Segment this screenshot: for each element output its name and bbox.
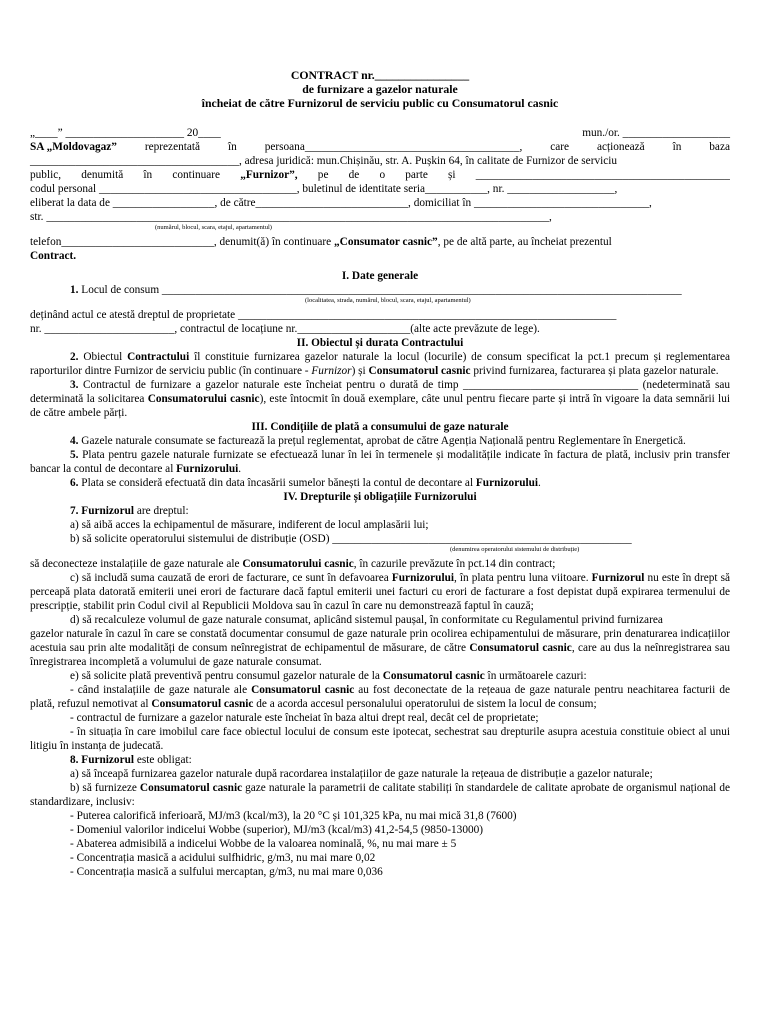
section-heading-4: IV. Drepturile și obligațiile Furnizorului [283,491,477,503]
word: continuare [172,169,221,181]
text: Furnizorul [591,572,645,584]
clause-1 [30,283,730,297]
clause-number: 3. [70,379,79,391]
supplier-address-line: _____________________________________, adresa juridică: mun.Chișinău, str. A. Pușkin 64, în calitate de Furnizor de serviciu [30,155,618,167]
text: Obiectul [78,351,128,363]
section-heading-1: I. Date generale [341,270,419,282]
contract-subtitle-parties: încheiat de către Furnizorul de serviciu public cu Consumatorul casnic [201,96,559,110]
contract-page [30,68,730,879]
right-e [30,669,730,683]
text: Furnizorului [475,477,539,489]
personal-code-line: codul personal ___________________________________, buletinul de identitate seria___________, nr. ___________________, [30,183,618,195]
text: Plata pentru gazele naturale furnizate se efectuează lunar în lei în termenele și modalitățile indicate în factura de plată, inclusiv prin transfer bancar la contul de decontare al [30,449,730,475]
contract-city-field: mun./or. ___________________ [582,127,730,139]
issued-date-line: eliberat la data de __________________, de către___________________________, domiciliat în _______________________________, [30,197,652,209]
text: e) să solicite plată preventivă pentru consumul gazelor naturale de la [70,670,383,682]
supplier-name: SA „Moldovagaz” [30,141,117,153]
clause-2 [30,350,730,378]
contract-word: Contract. [30,250,77,262]
quality-param-2: - Domeniul valorilor indicelui Wobbe (superior), MJ/m3 (kcal/m3) 41,2-54,5 (9850-13000) [70,824,484,836]
clause-5 [30,448,730,476]
furnizor-term: „Furnizor”, [240,169,298,181]
text: Contractul de furnizare a gazelor naturale este încheiat pentru o durată de timp _______________________________ (nedeterminată sau determinată la solicitarea [30,379,730,405]
clause-7 [30,504,730,518]
text: , în plata pentru luna viitoare. [454,572,592,584]
word: public, [30,169,62,181]
word: în [672,141,682,153]
clause-number: 1. [70,284,79,296]
obligation-a: a) să înceapă furnizarea gazelor naturale după racordarea instalațiilor de gaze naturale la rețeaua de distribuție a gazelor naturale; [70,768,653,780]
text: Consumatorului casnic [242,558,354,570]
text: . [538,477,541,489]
rental-contract-line: nr. _______________________, contractul de locațiune nr.____________________(alte acte prevăzute de lege). [30,323,540,335]
word: pe [317,169,329,181]
text: au fost deconectate de la rețeaua de gaze naturale pentru neachitarea facturii de plată, refuzul nemotivat al [30,684,730,710]
consumption-place-field: Locul de consum ____________________________________________________________________________________________ [78,284,682,296]
text: să deconecteze instalațiile de gaze naturale ale [30,558,243,570]
street-note: (numărul, blocul, scara, etajul, apartamentul) [155,224,272,231]
text: 7. Furnizorul [70,505,135,517]
text: Consumatorul casnic [469,642,572,654]
text: , în cazurile prevăzute în pct.14 din contract; [353,558,556,570]
obligation-b [30,781,730,809]
text: . [238,463,242,475]
right-c [30,571,730,613]
text: are dreptul: [134,505,189,517]
word: denumită [81,169,124,181]
text: Consumatorul casnic [382,670,485,682]
right-a: a) să aibă acces la echipamentul de măsurare, indiferent de locul amplasării lui; [70,519,429,531]
word: în [227,141,237,153]
consumer-term: „Consumator casnic” [334,236,438,248]
contract-title: CONTRACT nr.________________ [290,68,470,82]
right-d-continued [30,627,730,669]
text: ), este întocmit în două exemplare, câte unul pentru fiecare parte și intră în vigoare la data semnării lui de către ambele părți. [30,393,730,419]
property-act-line: deținând actul ce atestă dreptul de proprietate ___________________________________________________________________ [30,309,617,321]
clause-6 [30,476,730,490]
clause-number: 6. [70,477,79,489]
text: , care au dus la neînregistrarea sau înregistrarea incompletă a volumului de gaze naturale consumat. [30,642,730,668]
text: b) să furnizeze [70,782,140,794]
phone-field: telefon___________________________, denumit(ă) în continuare [30,236,335,248]
text: c) să includă suma cauzată de erori de facturare, ce sunt în defavoarea [70,572,392,584]
right-e-case-1 [30,683,730,711]
text: Contractului [127,351,190,363]
text: este obligat: [134,754,192,766]
text: Furnizorului [176,463,239,475]
supplier-denomination-line [30,168,730,182]
right-e-case-2: - contractul de furnizare a gazelor naturale este încheiat în baza altui drept real, decât cel de proprietate; [70,712,539,724]
quality-param-4: - Concentrația masică a acidului sulfhidric, g/m3, nu mai mare 0,02 [70,852,376,864]
consumer-name-field: _____________________________________________ [475,169,730,181]
contract-subtitle: de furnizare a gazelor naturale [302,82,458,96]
text: în următoarele cazuri: [484,670,587,682]
street-line: str. _________________________________________________________________________________________, [30,211,552,223]
word: parte [405,169,428,181]
clause-number: 5. [70,449,79,461]
text: Furnizor [311,365,352,377]
word: o [379,169,386,181]
word: baza [709,141,730,153]
text: Consumatorului casnic [147,393,260,405]
text: Consumatorul casnic [368,365,471,377]
word: în [143,169,153,181]
right-e-case-3: - în situația în care imobilul care face obiectul locului de consum este ipotecat, sechestrat sau drepturile asupra acestuia constituie obiect al unui litigiu în instanța de judecată. [30,726,730,752]
text: Consumatorul casnic [151,698,254,710]
text: Furnizorului [391,572,455,584]
representative-field: persoana______________________________________, [264,141,523,153]
right-b: b) să solicite operatorului sistemului de distribuție (OSD) _____________________________________________________ [70,533,632,545]
text: privind furnizarea, facturarea și plata gazelor naturale. [470,365,719,377]
text: îl constituie furnizarea gazelor naturale la locul (locurile) de consum specificat la pct.1 precum și reglementarea raporturilor dintre Furnizor de serviciu public (în continuare - [30,351,730,377]
clause-number: 2. [70,351,79,363]
right-b-continued [30,557,730,571]
section-heading-2: II. Obiectul și durata Contractului [296,337,464,349]
text: , pe de altă parte, au încheiat prezentul [437,236,612,248]
word: și [448,169,456,181]
word: de [348,169,360,181]
supplier-line [30,140,730,154]
clause-3 [30,378,730,420]
section-heading-3: III. Condițiile de plată a consumului de gaze naturale [251,421,509,433]
phone-line [30,235,730,249]
right-d: d) să recalculeze volumul de gaze naturale consumat, aplicând sistemul paușal, în conformitate cu Regulamentul privind furnizarea [70,614,663,626]
word: acționează [596,141,645,153]
text: ) și [351,365,369,377]
quality-param-1: - Puterea calorifică inferioară, MJ/m3 (kcal/m3), la 20 °C și 101,325 kPa, nu mai mică 31,8 (7600) [70,810,517,822]
text: Plata se consideră efectuată din data încasării sumelor bănești la contul de decontare al [78,477,476,489]
text: gazelor naturale în cazul în care se constată documentar consumul de gaze naturale prin ocolirea echipamentului de măsurare, prin denaturarea indicațiilor acestuia sau prin alte modalități de consum neînregistrat de echipamentul de măsurare, de către [30,628,730,654]
text: - când instalațiile de gaze naturale ale [70,684,252,696]
contract-date-field: „____” _____________________ 20____ [30,127,221,139]
quality-param-3: - Abaterea admisibilă a indicelui Wobbe de la valoarea nominală, %, nu mai mare ± 5 [70,838,457,850]
operator-note: (denumirea operatorului sistemului de distribuție) [450,546,580,553]
date-city-line [30,126,730,140]
text: Gazele naturale consumate se facturează la prețul reglementat, aprobat de către Agenția Națională pentru Reglementare în Energetică. [78,435,686,447]
clause-4 [30,434,730,448]
text: Consumatorul casnic [251,684,355,696]
text: Consumatorul casnic [139,782,243,794]
consumption-place-note: (localitatea, strada, numărul, blocul, scara, etajul, apartamentul) [305,297,471,304]
text: gaze naturale la parametrii de calitate stabiliți în standardele de calitate aprobate de organismul național de standardizare, inclusiv: [30,782,731,808]
text: nu este în drept să perceapă plata datorată emiterii unei erori de facturare dacă faptul emiterii unei facturi cu erori de facturare a fost depistat după expirarea termenului de prescripție, stabilit prin Codul civil al Republicii Moldova sau în cazul în care nu demonstrează faptul în cauză; [30,572,731,612]
text: de a acorda accesul personalului operatorului de sistem la locul de consum; [253,698,597,710]
clause-8 [30,753,730,767]
quality-param-5: - Concentrația masică a sulfului mercaptan, g/m3, nu mai mare 0,036 [70,866,383,878]
clause-number: 4. [70,435,79,447]
word: reprezentată [144,141,201,153]
word: care [550,141,570,153]
text: 8. Furnizorul [70,754,135,766]
